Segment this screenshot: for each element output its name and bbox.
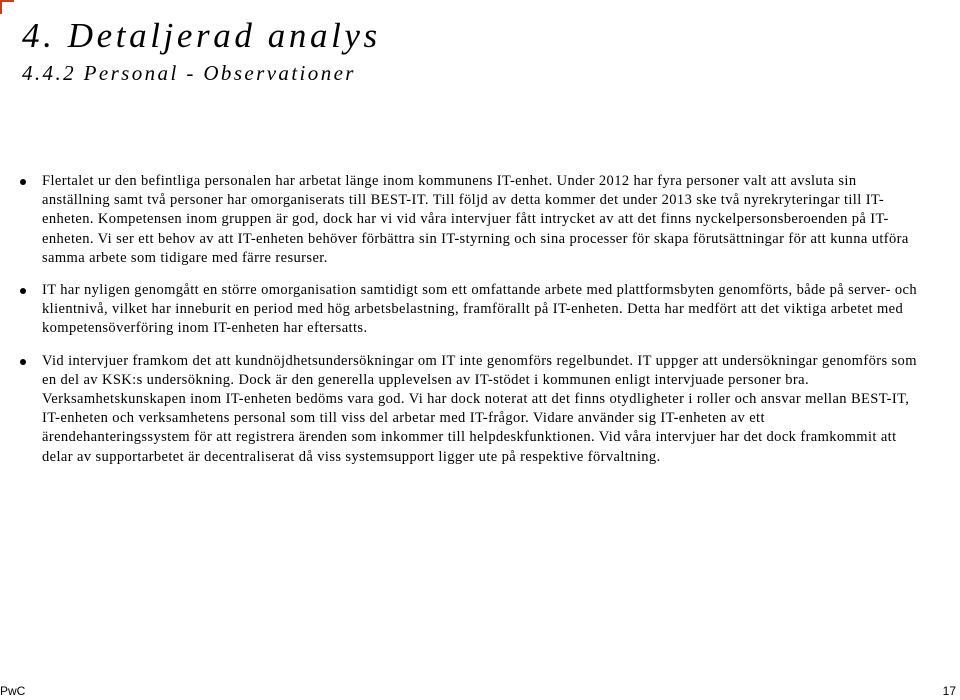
list-item bbox=[0, 172, 917, 268]
observation-list bbox=[0, 172, 960, 480]
footer-brand: PwC bbox=[0, 684, 26, 698]
bullet-icon bbox=[20, 359, 26, 365]
list-item bbox=[0, 281, 917, 339]
page-number: 17 bbox=[942, 684, 956, 698]
bullet-icon bbox=[20, 288, 26, 294]
list-item-text: Vid intervjuer framkom det att kundnöjdhetsundersökningar om IT inte genomförs regelbundet. IT uppger att undersökningar genomförs som en del av KSK:s undersökning. Dock är den generella upplevelsen av IT-stödet i kommunen enligt intervjuade personer bra. Verksamhetskunskapen inom IT-enheten bedöms vara god. Vi har dock noterat att det finns otydligheter i roller och ansvar mellan BEST-IT, IT-enheten och verksamhetens personal som till viss del arbetar med IT-frågor. Vidare använder sig IT-enheten av ett ärendehanteringssystem för att registrera ärenden som inkommer till helpdeskfunktionen. Vid våra intervjuer har det dock framkommit att delar av supportarbetet är decentraliserat då viss systemsupport ligger ute på respektive förvaltning. bbox=[42, 352, 917, 465]
bullet-icon bbox=[20, 179, 26, 185]
list-item-text: Flertalet ur den befintliga personalen har arbetat länge inom kommunens IT-enhet. Under 2012 har fyra personer valt att avsluta sin anställning samt två personer har omorganiserats till BEST-IT. Till följd av detta kommer det under 2013 ske två nyrekryteringar till IT-enheten. Kompetensen inom gruppen är god, dock har vi vid våra intervjuer fått intrycket av att det finns nyckelpersonsberoenden på IT-enheten. Vi ser ett behov av att IT-enheten behöver förbättra sin IT-styrning och sina processer för skapa förutsättningar för att kunna utföra samma arbete som tidigare med färre resurser. bbox=[42, 173, 909, 266]
section-subtitle: 4.4.2 Personal - Observationer bbox=[22, 61, 356, 85]
page-title: 4. Detaljerad analys bbox=[22, 16, 381, 55]
list-item-text: IT har nyligen genomgått en större omorganisation samtidigt som ett omfattande arbete med plattformsbyten genomförts, både på server- och klientnivå, vilket har inneburit en period med hög arbetsbelastning, framförallt på IT-enheten. Detta har medfört att det viktiga arbetet med kompetensöverföring inom IT-enheten har eftersatts. bbox=[42, 282, 918, 337]
list-item bbox=[0, 352, 917, 467]
corner-mark bbox=[0, 0, 14, 14]
